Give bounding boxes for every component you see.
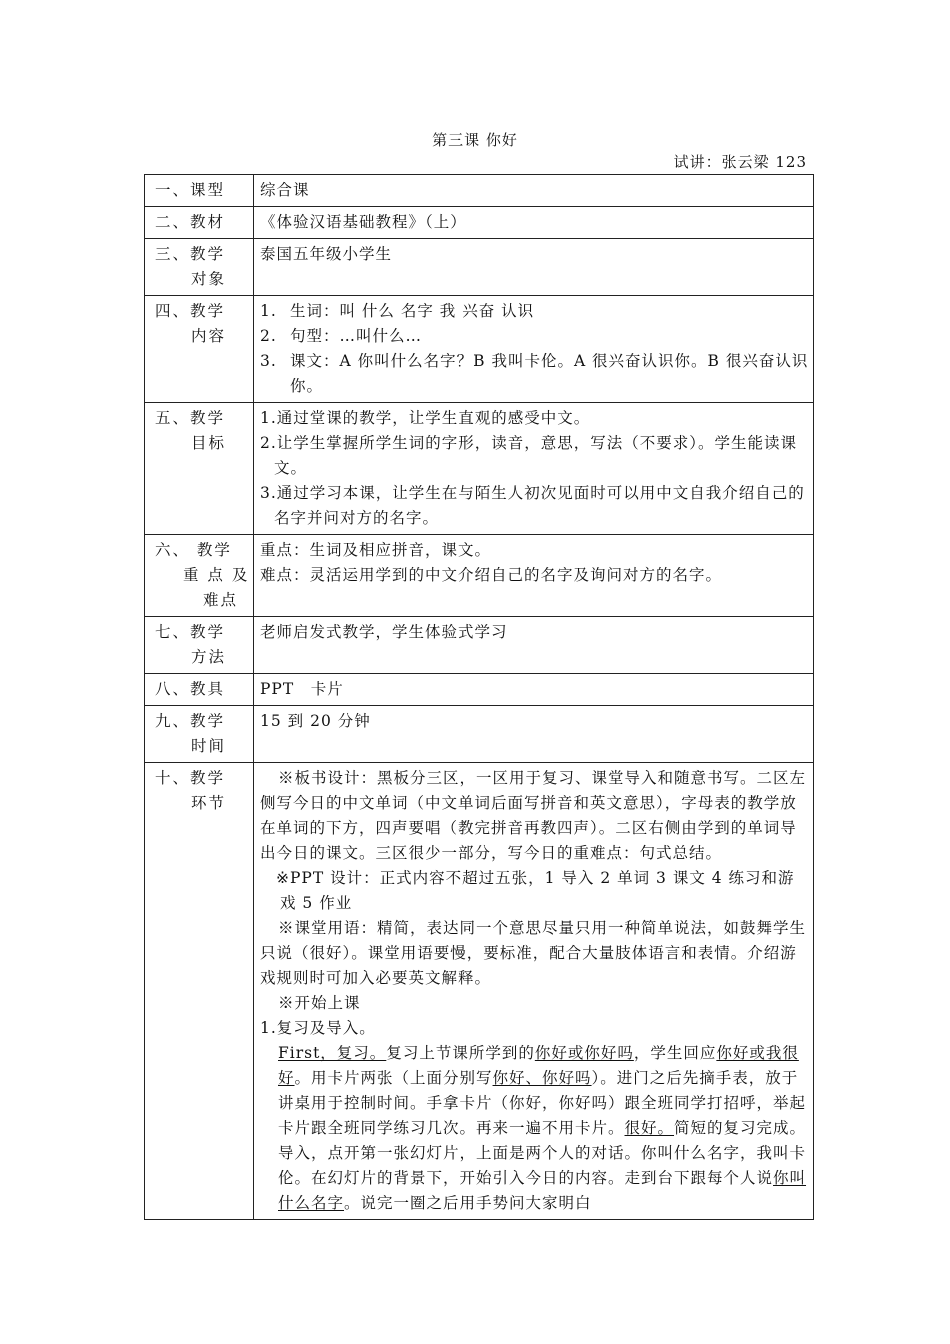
content-items [254,296,814,403]
row-textbook [145,207,814,239]
lesson-plan-table [144,174,814,1220]
review-paragraph: First，复习。复习上节课所学到的你好或你好吗，学生回应你好或我很好。用卡片两张（上面分别写你好、你好吗）。进门之后先摘手表，放于讲桌用于控制时间。手拿卡片（你好，你好吗）跟全班同学打招呼，举起卡片跟全班同学练习几次。再来一遍不用卡片。很好。简短的复习完成。 [278,1044,807,1137]
label-method: 七、教学 方法 [145,617,254,674]
content-time: 15 到 20 分钟 [254,706,814,763]
label-audience: 三、教学 对象 [145,239,254,296]
goal-item: 3.通过学习本课，让学生在与陌生人初次见面时可以用中文自我介绍自己的名字并问对方的名字。 [260,484,805,527]
key-point-item: 难点：灵活运用学到的中文介绍自己的名字及询问对方的名字。 [260,566,723,584]
label-lesson-type: 一、课型 [145,175,254,207]
start-class-line: ※开始上课 [278,994,361,1012]
row-key-points [145,535,814,617]
content-procedure [254,763,814,1220]
board-design-paragraph: ※板书设计：黑板分三区，一区用于复习、课堂导入和随意书写。二区左侧写今日的中文单词（中文单词后面写拼音和英文意思），字母表的教学放在单词的下方，四声要唱（教完拼音再教四声）。二区右侧由学到的单词导出今日的课文。三区很少一部分，写今日的重难点：句式总结。 [260,769,807,862]
content-item: 1. 生词：叫 什么 名字 我 兴奋 认识 [260,302,535,320]
content-item: 3. 课文：A 你叫什么名字？B 我叫卡伦。A 很兴奋认识你。B 很兴奋认识你。 [260,352,809,395]
label-textbook: 二、教材 [145,207,254,239]
content-tools: PPT 卡片 [254,674,814,706]
row-content [145,296,814,403]
label-key-points: 六、 教学 重 点 及 难点 [145,535,254,617]
page-title: 第三课 你好 [432,131,518,149]
classroom-language-paragraph: ※课堂用语：精简，表达同一个意思尽量只用一种简单说法，如鼓舞学生只说（很好）。课堂用语要慢，要标准，配合大量肢体语言和表情。介绍游戏规则时可加入必要英文解释。 [260,919,807,987]
label-content: 四、教学 内容 [145,296,254,403]
goal-item: 1.通过堂课的教学，让学生直观的感受中文。 [260,409,591,427]
row-procedure [145,763,814,1220]
goal-item: 2.让学生掌握所学生词的字形，读音，意思，写法（不要求）。学生能读课文。 [260,434,798,477]
row-tools [145,674,814,706]
content-goals [254,403,814,535]
label-time: 九、教学 时间 [145,706,254,763]
content-item: 2. 句型：…叫什么… [260,327,423,345]
row-goals [145,403,814,535]
content-method: 老师启发式教学，学生体验式学习 [254,617,814,674]
key-point-item: 重点：生词及相应拼音，课文。 [260,541,492,559]
row-audience [145,239,814,296]
intro-paragraph: 导入，点开第一张幻灯片，上面是两个人的对话。你叫什么名字，我叫卡伦。在幻灯片的背景下，开始引入今日的内容。走到台下跟每个人说你叫什么名字。说完一圈之后用手势问大家明白 [278,1144,807,1212]
label-tools: 八、教具 [145,674,254,706]
ppt-design-paragraph: ※PPT 设计：正式内容不超过五张，1 导入 2 单词 3 课文 4 练习和游戏 5 作业 [276,869,795,912]
step-1-heading: 1.复习及导入。 [260,1019,376,1037]
label-goals: 五、教学 目标 [145,403,254,535]
row-method [145,617,814,674]
row-time [145,706,814,763]
content-key-points [254,535,814,617]
row-lesson-type [145,175,814,207]
author-line: 试讲：张云梁 123 [673,153,807,171]
content-textbook: 《体验汉语基础教程》（上） [254,207,814,239]
label-procedure: 十、教学 环节 [145,763,254,1220]
content-audience: 泰国五年级小学生 [254,239,814,296]
content-lesson-type: 综合课 [254,175,814,207]
